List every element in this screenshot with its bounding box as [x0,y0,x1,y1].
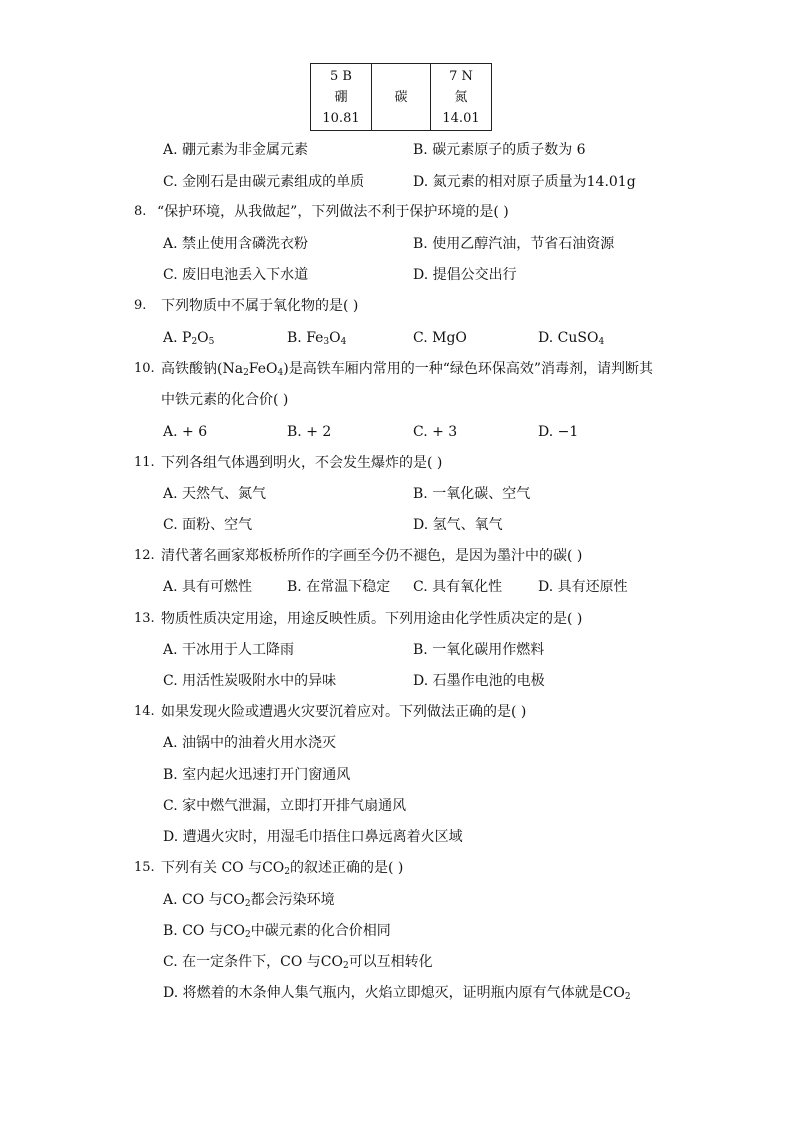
q12-option-c: C. 具有氧化性 [413,579,503,595]
nitrogen-mass: 14.01 [442,110,480,126]
q9-number: 9. [134,298,147,313]
q11-number: 11. [134,455,155,470]
carbon-name: 碳 [394,89,408,105]
q8-option-a: A. 禁止使用含磷洗衣粉 [163,236,309,252]
q13-stem: 物质性质决定用途，用途反映性质。下列用途由化学性质决定的是( ) [161,611,583,627]
q7-option-d: D. 氮元素的相对原子质量为14.01g [413,174,636,190]
q9-option-a: A. $P_2O_5$ [163,330,215,347]
q11-stem: 下列各组气体遇到明火，不会发生爆炸的是( ) [161,455,443,471]
q13-number: 13. [134,611,155,626]
q7-option-c: C. 金刚石是由碳元素组成的单质 [163,174,365,190]
q12-option-a: A. 具有可燃性 [163,579,253,595]
q15-option-a: A. CO 与$CO_2$都会污染环境 [163,892,335,909]
q9-stem: 下列物质中不属于氧化物的是( ) [161,298,359,314]
q12-option-b: B. 在常温下稳定 [287,579,391,595]
nitrogen-number: 7 N [449,68,473,84]
q15-option-b: B. CO 与$CO_2$中碳元素的化合价相同 [163,923,391,940]
q7-option-a: A. 硼元素为非金属元素 [163,142,309,158]
q10-option-b: B. + 2 [287,424,332,440]
q9-option-c: C. MgO [413,330,467,346]
q14-option-b: B. 室内起火迅速打开门窗通风 [163,767,351,783]
q12-number: 12. [134,548,155,563]
q13-option-a: A. 干冰用于人工降雨 [163,642,295,658]
q13-option-c: C. 用活性炭吸附水中的异味 [163,673,337,689]
nitrogen-name: 氮 [454,89,468,105]
q7-option-b: B. 碳元素原子的质子数为 6 [413,142,586,158]
q15-stem: 下列有关 CO 与$CO_2$的叙述正确的是( ) [161,860,404,877]
cell-carbon [372,64,431,131]
q10-number: 10. [134,361,155,376]
q11-option-a: A. 天然气、氮气 [163,486,267,502]
q14-option-c: C. 家中燃气泄漏，立即打开排气扇通风 [163,798,407,814]
q10-stem-line2: 中铁元素的化合价( ) [161,392,289,408]
q10-option-d: D. −1 [538,424,579,440]
q10-stem: 高铁酸钠$(Na_2FeO_4)$是高铁车厢内常用的一种“绿色环保高效”消毒剂，请判断其 [161,361,654,378]
boron-name: 硼 [334,89,348,105]
q15-option-c: C. 在一定条件下，CO 与$CO_2$可以互相转化 [163,954,433,971]
boron-number: 5 B [330,68,352,84]
cell-boron [311,64,372,131]
boron-mass: 10.81 [322,110,360,126]
q14-option-a: A. 油锅中的油着火用水浇灭 [163,735,337,751]
periodic-table-fragment [310,63,492,131]
q8-option-b: B. 使用乙醇汽油，节省石油资源 [413,236,615,252]
q12-option-d: D. 具有还原性 [538,579,628,595]
q8-option-d: D. 提倡公交出行 [413,267,517,283]
q8-number: 8. [134,204,147,219]
q14-stem: 如果发现火险或遭遇火灾要沉着应对。下列做法正确的是( ) [161,704,527,720]
q10-option-c: C. + 3 [413,424,458,440]
q15-number: 15. [134,860,155,875]
q9-option-d: D. CuSO$_4$ [538,330,605,347]
q11-option-b: B. 一氧化碳、空气 [413,486,531,502]
q13-option-d: D. 石墨作电池的电极 [413,673,545,689]
q14-option-d: D. 遭遇火灾时，用湿毛巾捂住口鼻远离着火区域 [163,829,463,845]
q9-option-b: B. $Fe_3O_4$ [287,330,347,347]
cell-nitrogen [431,64,492,131]
q14-number: 14. [134,704,155,719]
q10-option-a: A. + 6 [163,424,208,440]
q11-option-d: D. 氢气、氧气 [413,517,503,533]
q12-stem: 清代著名画家郑板桥所作的字画至今仍不褪色，是因为墨汁中的碳( ) [161,548,583,564]
q8-stem: “保护环境，从我做起”，下列做法不利于保护环境的是( ) [157,204,509,220]
q13-option-b: B. 一氧化碳用作燃料 [413,642,545,658]
q15-option-d: D. 将燃着的木条伸人集气瓶内，火焰立即熄灭，证明瓶内原有气体就是$CO_2$ [163,985,631,1002]
q8-option-c: C. 废旧电池丢入下水道 [163,267,309,283]
q11-option-c: C. 面粉、空气 [163,517,253,533]
